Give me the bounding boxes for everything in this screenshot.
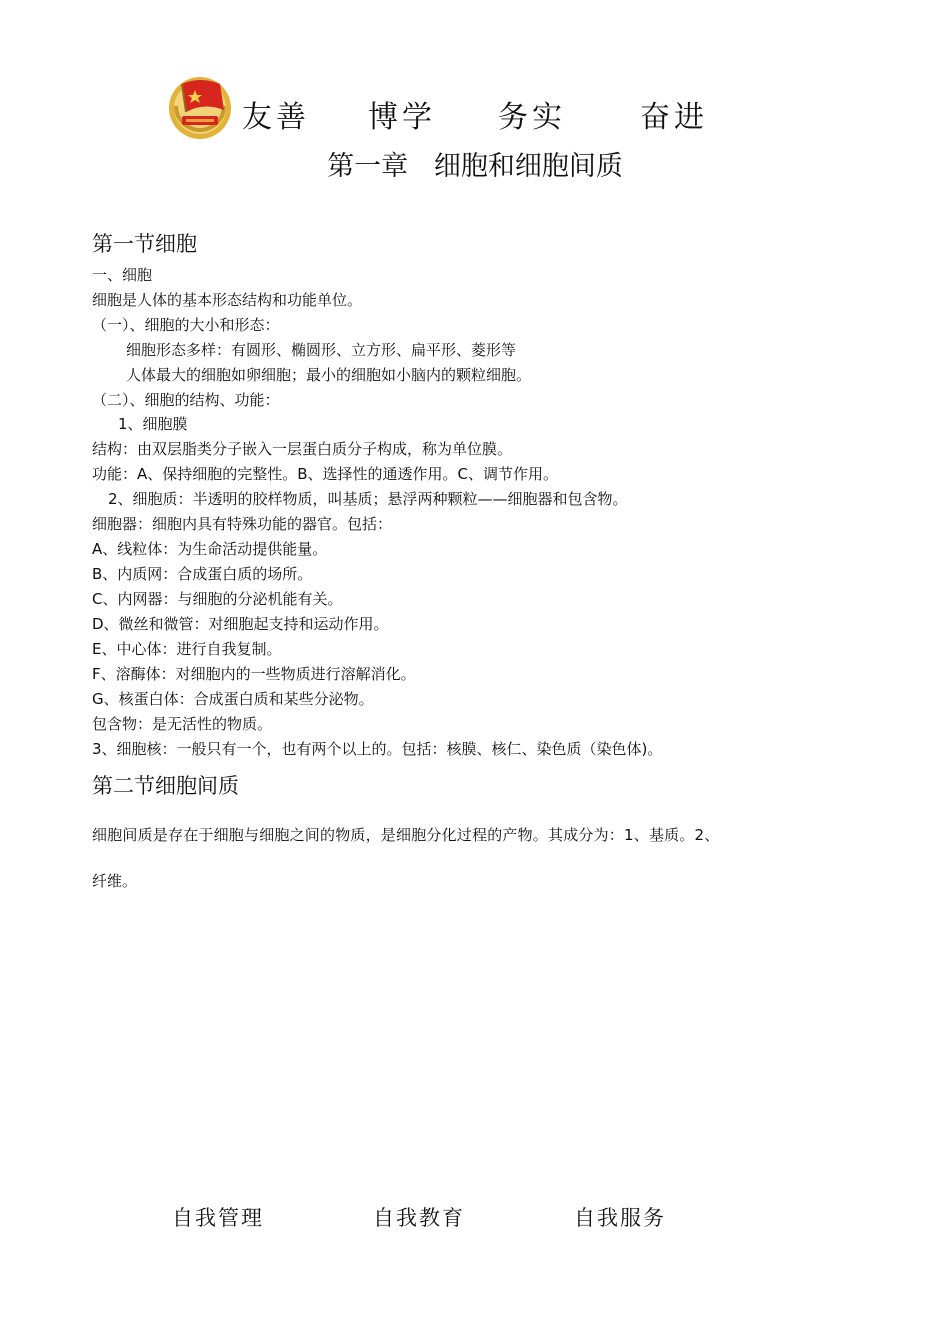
- text-line: B、内质网：合成蛋白质的场所。: [92, 565, 313, 583]
- text-line: 功能：A、保持细胞的完整性。B、选择性的通透作用。C、调节作用。: [92, 465, 559, 483]
- paragraph-line: 纤维。: [92, 872, 138, 890]
- text-line: 人体最大的细胞如卵细胞；最小的细胞如小脑内的颗粒细胞。: [126, 366, 532, 384]
- chapter-title: 第一章 细胞和细胞间质: [327, 151, 623, 182]
- text-line: E、中心体：进行自我复制。: [92, 640, 282, 658]
- text-line: 2、细胞质：半透明的胶样物质，叫基质；悬浮两种颗粒——细胞器和包含物。: [108, 490, 628, 508]
- section-heading-cell: 第一节细胞: [92, 232, 197, 256]
- footer-self-management: 自我管理: [172, 1206, 264, 1230]
- text-line: F、溶酶体：对细胞内的一些物质进行溶解消化。: [92, 665, 416, 683]
- motto-learned: 博学: [368, 100, 436, 135]
- youth-league-emblem-logo: [164, 70, 236, 142]
- text-line: A、线粒体：为生命活动提供能量。: [92, 540, 328, 558]
- text-line: G、核蛋白体：合成蛋白质和某些分泌物。: [92, 690, 374, 708]
- text-line: 结构：由双层脂类分子嵌入一层蛋白质分子构成，称为单位膜。: [92, 440, 513, 458]
- text-line: 3、细胞核：一般只有一个，也有两个以上的。包括：核膜、核仁、染色质（染色体)。: [92, 740, 663, 758]
- text-line: 细胞形态多样：有圆形、椭圆形、立方形、扁平形、菱形等: [126, 341, 517, 359]
- paragraph-line: 细胞间质是存在于细胞与细胞之间的物质，是细胞分化过程的产物。其成分为：1、基质。2、: [92, 826, 720, 844]
- section-heading-intercellular: 第二节细胞间质: [92, 774, 239, 798]
- text-line: （一）、细胞的大小和形态：: [92, 316, 280, 334]
- text-line: 细胞器：细胞内具有特殊功能的器官。包括：: [92, 515, 393, 533]
- text-line: 细胞是人体的基本形态结构和功能单位。: [92, 291, 363, 309]
- text-line: 1、细胞膜: [118, 415, 188, 433]
- text-line: 一、细胞: [92, 266, 153, 284]
- motto-practical: 务实: [498, 100, 566, 135]
- text-line: D、微丝和微管：对细胞起支持和运动作用。: [92, 615, 389, 633]
- text-line: 包含物：是无活性的物质。: [92, 715, 273, 733]
- motto-progressive: 奋进: [640, 100, 708, 135]
- footer-self-service: 自我服务: [574, 1206, 666, 1230]
- footer-self-education: 自我教育: [373, 1206, 465, 1230]
- text-line: C、内网器：与细胞的分泌机能有关。: [92, 590, 343, 608]
- text-line: （二）、细胞的结构、功能：: [92, 391, 280, 409]
- motto-friendly: 友善: [242, 100, 310, 135]
